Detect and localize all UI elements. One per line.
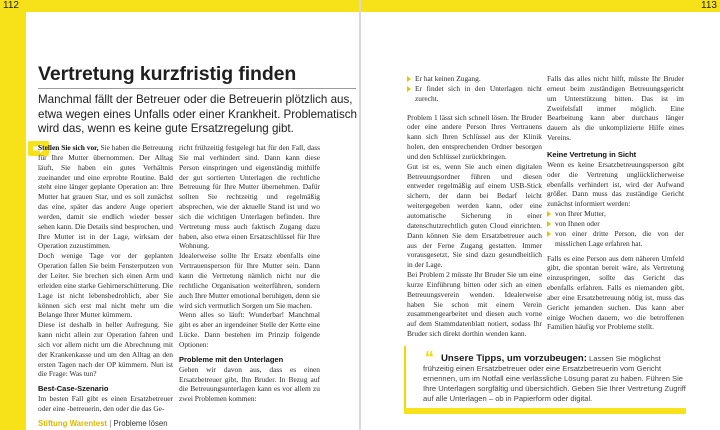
list-item	[407, 74, 542, 84]
paragraph: Wenn es keine Ersatzbetreuungsperson gibt oder die Vertretung unglücklicherweise ebenfalls verhindert ist, wird der Aufwand größer. Dann muss das zuständige Gericht zunächst informiert werden:	[547, 159, 684, 209]
paragraph: Falls es eine Person aus dem näheren Umfeld gibt, die spontan bereit wäre, als Vertretung einzuspringen, sollte das Gericht das ebenfalls erfahren. Falls es niemanden gibt, aber eine Ersatzbetreuung nötig ist, muss das Gericht jemanden suchen. Das kann aber einige Wochen dauern, wo die betroffenen Familien häufig vor Probleme stellt.	[547, 253, 684, 332]
lead-in: Stellen Sie sich vor,	[38, 143, 99, 152]
subheading: Keine Vertretung in Sicht	[547, 149, 637, 159]
list-item-text: Er hat keinen Zugang.	[415, 74, 481, 83]
list-item	[547, 219, 684, 229]
list-item	[407, 84, 542, 104]
subheading: Probleme mit den Unterlagen	[179, 354, 284, 364]
column-2	[179, 143, 320, 404]
paragraph: richt frühzeitig festgelegt hat für den Fall, dass Sie mal verhindert sind. Dann kann diese Person einspringen und eigenständig mithilfe der gut sortierten Unterlagen die rechtliche Betreuung für Ihre Mutter übernehmen. Dafür sollten Sie rechtzeitig und regelmäßig absprechen, wie der aktuelle Stand ist und wo sich die wichtigen Unterlagen befinden. Ihre Vertretung muss auch faktisch Zugang dazu haben, also etwa einen Ersatzschlüssel für Ihre Wohnung.	[179, 143, 320, 251]
paragraph: Gehen wir davon aus, dass es einen Ersatzbetreuer gibt, Ihn Bruder. In Bezug auf die Betreuungsunterlagen kann es vor allem zu zwei Problemen kommen:	[179, 364, 320, 404]
column-3	[407, 74, 542, 339]
paragraph: Im besten Fall gibt es einen Ersatzbetreuer oder eine -betreuerin, den oder die das Ge-	[38, 394, 173, 414]
paragraph-text: Sie haben die Betreuung für Ihre Mutter übernommen. Der Alltag läuft, Sie haben ein gutes Verhältnis zueinander und eine erprobte Routine. Bald steht eine länger geplante Operation an: Ihre Mutter hat grauen Star, und es soll zunächst das eine, später das andere Auge operiert werden, damit sie endlich wieder besser sehen kann. Die Details sind besprochen, und Ihre Mutter ist in der Lage, wirksam der Operation zuzustimmen.	[38, 143, 174, 251]
column-1	[38, 143, 173, 414]
list-item-text: von Ihnen oder	[555, 218, 600, 228]
paragraph: Diese ist deshalb in heller Aufregung. Sie kann nicht allein zur Operation fahren und sich vor allem nicht um die Abrechnung mit der Krankenkasse und um den Alltag an den ersten Tagen nach der OP kümmern. Nun ist die Frage: Was tun?	[38, 320, 173, 379]
paragraph: Problem 1 lässt sich schnell lösen. Ihr Bruder oder eine andere Person Ihres Vertrauens kann sich Ihren Schlüssel aus der Klinik holen, den entsprechenden Ordner besorgen und den Schlüssel zurückbringen.	[407, 112, 542, 161]
tips-heading: Unsere Tipps, um vorzubeugen:	[441, 353, 587, 364]
paragraph: Wenn alles so läuft: Wunderbar! Manchmal gibt es aber an irgendeiner Stelle der Kette eine Lücke. Dann bestehen im Prinzip folgende Optionen:	[179, 310, 320, 349]
paragraph: Gut ist es, wenn Sie auch einen digitalen Betreuungsordner führen und diesen entweder regelmäßig auf einem USB-Stick sichern, der dann bei Bedarf leicht weitergegeben werden kann, oder eine automatische Sicherung in einer datenschutzrechtlich guten Cloud einrichten. Dann können Sie dem Ersatzbetreuer auch aus der Ferne Zugang gestatten. Immer vorausgesetzt, Sie sind dazu gesundheitlich in der Lage.	[407, 161, 542, 270]
paragraph: Bei Problem 2 müsste Ihr Bruder Sie um eine kurze Einführung bitten oder sich an einen Betreuungsverein wenden. Idealerweise haben Sie schon mit einem Verein zusammengearbeitet und diesen auch vorne auf dem Stammdatenblatt notiert, sodass Ihr Bruder sich direkt dorthin wenden kann.	[407, 270, 542, 339]
tips-body: Lassen Sie möglichst frühzeitig einen Ersatzbetreuer oder eine Ersatzbetreuerin vom Gericht ernennen, um im Notfall eine verlässliche Lösung parat zu haben. Führen Sie Ihre Unterlagen sorgfältig und übersichtlich. Geben Sie Ihrer Vertretung Zugriff auf alle Unterlagen – ob in Papierform oder digital.	[423, 354, 686, 403]
subheading: Best-Case-Szenario	[38, 384, 109, 394]
list-item-text: Er findet sich in den Unterlagen nicht zurecht.	[415, 83, 542, 103]
paragraph: Doch wenige Tage vor der geplanten Operation fallen Sie beim Fensterputzen von der Leiter. Sie brechen sich einen Arm und erleiden eine starke Gehirnerschütterung. Die Lage ist nicht lebensbedrohlich, aber Sie können sich erst mal nicht mehr um die Belange Ihrer Mutter kümmern.	[38, 251, 173, 320]
left-margin-strip	[0, 12, 26, 430]
list-item-text: von einer dritte Person, die von der misslichen Lage erfahren hat.	[555, 228, 684, 248]
list-item-text: von Ihrer Mutter,	[555, 209, 606, 219]
bullet-triangle-icon	[407, 76, 411, 82]
left-page-header-bar	[0, 0, 359, 12]
quote-icon: “	[425, 348, 434, 368]
article-title: Vertretung kurzfristig finden	[38, 63, 297, 85]
column-4	[547, 74, 684, 332]
bullet-triangle-icon	[547, 221, 551, 227]
paragraph: Falls das alles nicht hilft, müsste Ihr Bruder erneut beim zuständigen Betreuungsgericht um Unterstützung bitten. Das ist im Zweifelsfall immer möglich. Eine Bearbeitung kann aber durchaus länger dauern als die unkomplizierte Hilfe eines Vereins.	[547, 74, 684, 143]
right-page-number: 113	[701, 0, 717, 11]
bullet-triangle-icon	[547, 231, 551, 237]
tips-box-bar	[404, 408, 686, 414]
page-footer	[38, 419, 168, 428]
tips-text	[423, 348, 686, 404]
paragraph: Idealerweise sollte Ihr Ersatz ebenfalls eine Vertrauensperson für Ihre Mutter sein. Dann kann die Vertretung nämlich nicht nur die rechtliche Organisation weiterführen, sondern auch Ihre Mutter emotional beruhigen, denn sie wird sich vermutlich Sorgen um Sie machen.	[179, 251, 320, 310]
left-page-number: 112	[3, 0, 19, 11]
right-page-header-bar	[361, 0, 720, 12]
footer-brand: Stiftung Warentest	[38, 419, 108, 428]
footer-section: Probleme lösen	[113, 419, 168, 428]
article-lead: Manchmal fällt der Betreuer oder die Betreuerin plötzlich aus, etwa wegen eines Unfalls oder einer Krankheit. Problematisch wird das, wenn es keine gute Ersatzregelung gibt.	[38, 93, 357, 136]
paragraph	[38, 143, 173, 251]
title-rule	[38, 88, 356, 89]
list-item	[547, 229, 684, 249]
footer-separator: |	[109, 419, 112, 428]
bullet-triangle-icon	[407, 86, 411, 92]
list-item	[547, 209, 684, 219]
book-spine	[359, 0, 361, 430]
bullet-triangle-icon	[547, 211, 551, 217]
